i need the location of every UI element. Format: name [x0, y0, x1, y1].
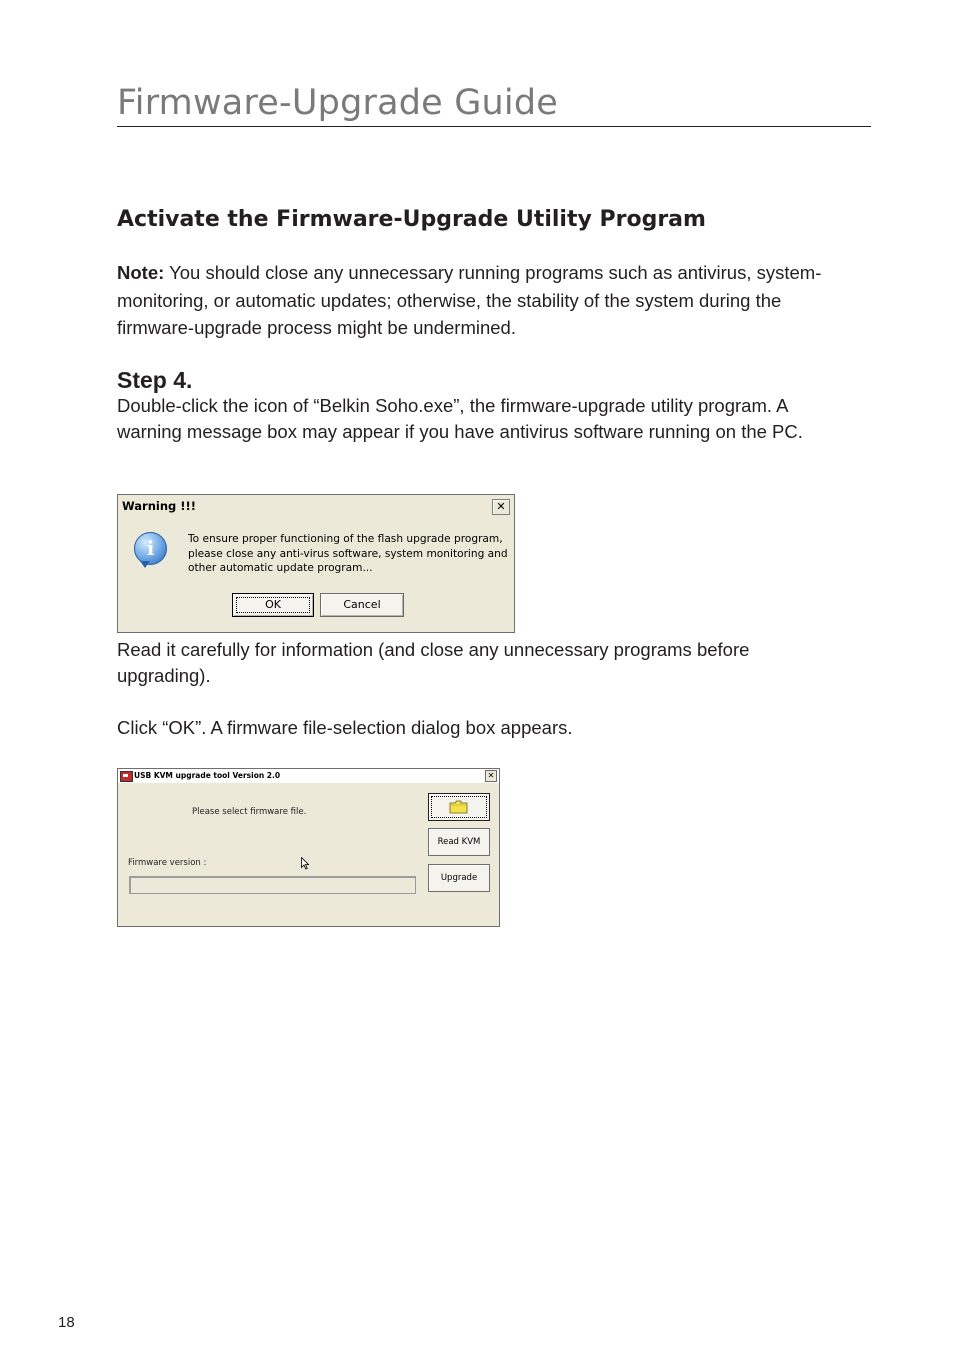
step-paragraph-1: Double-click the icon of “Belkin Soho.exe”, the firmware-upgrade utility program. A warning message box may appear if you have antivirus software running on the PC.: [117, 395, 803, 442]
upgrade-tool-dialog: [117, 768, 500, 927]
upgrade-title: USB KVM upgrade tool Version 2.0: [134, 771, 281, 780]
page-number: 18: [58, 1314, 75, 1331]
step-paragraph-3: Click “OK”. A firmware file-selection dialog box appears.: [117, 717, 573, 738]
ok-focus-ring: [236, 597, 310, 613]
mouse-cursor-icon: [301, 857, 309, 870]
folder-icon: [449, 800, 468, 814]
app-icon: [120, 771, 133, 782]
section-heading: Activate the Firmware-Upgrade Utility Program: [117, 207, 706, 232]
warning-dialog: [117, 494, 515, 633]
warning-close-button[interactable]: ✕: [492, 499, 510, 515]
open-file-button[interactable]: [428, 793, 490, 821]
title-divider: [117, 126, 871, 127]
warning-titlebar: [118, 495, 514, 517]
step-paragraph-2: Read it carefully for information (and close any unnecessary programs before upgrading).: [117, 639, 750, 686]
warning-title: Warning !!!: [122, 499, 196, 513]
cancel-button[interactable]: Cancel: [320, 593, 404, 617]
upgrade-button[interactable]: Upgrade: [428, 864, 490, 892]
read-kvm-button[interactable]: Read KVM: [428, 828, 490, 856]
ok-button-label: OK: [265, 598, 281, 611]
info-icon: i: [134, 532, 167, 565]
ok-button[interactable]: [232, 593, 314, 617]
info-icon-tail: [140, 561, 150, 568]
note-text: You should close any unnecessary running programs such as antivirus, system-monitoring, or automatic updates; otherwise, the stability of the system during the firmware-upgrade process might be undermined.: [117, 262, 822, 338]
firmware-version-field: [129, 876, 416, 894]
firmware-version-label: Firmware version :: [128, 858, 207, 868]
note-paragraph: [117, 259, 837, 342]
upgrade-close-button[interactable]: ✕: [485, 770, 497, 782]
note-label: Note:: [117, 262, 165, 283]
select-firmware-prompt: Please select firmware file.: [192, 807, 307, 817]
step-heading: Step 4.: [117, 367, 193, 393]
upgrade-titlebar: [118, 769, 499, 783]
warning-message: To ensure proper functioning of the flash upgrade program, please close any anti-virus software, system monitoring and other automatic update program...: [188, 533, 508, 575]
page-title: Firmware-Upgrade Guide: [117, 83, 558, 123]
